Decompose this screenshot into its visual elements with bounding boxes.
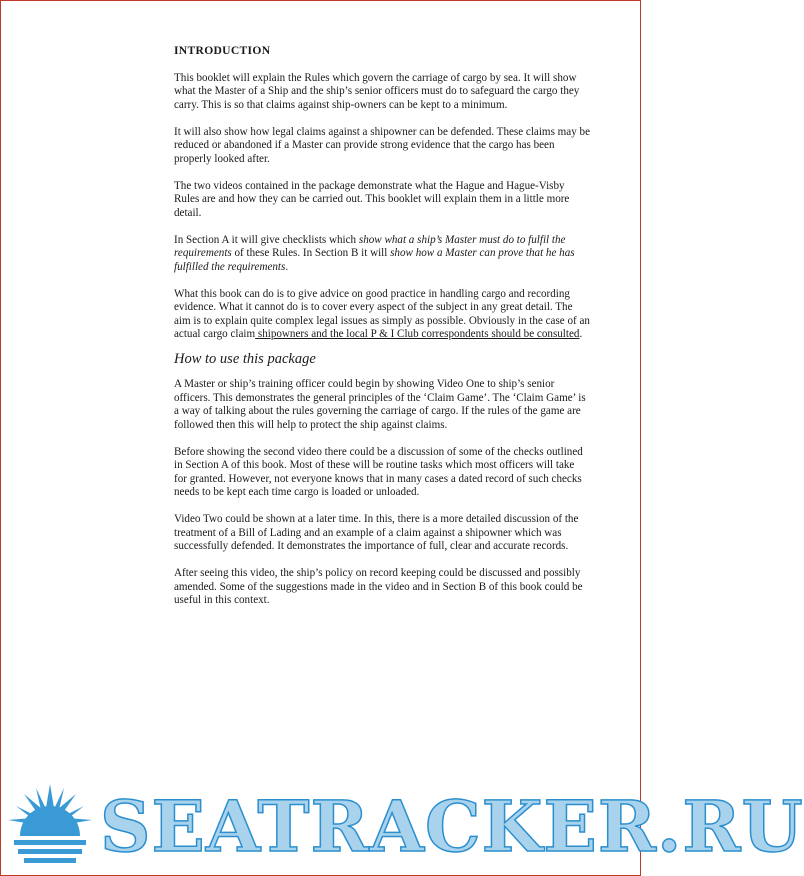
page-title: INTRODUCTION — [174, 44, 271, 57]
advice-text-a: What this book can do is to give advice on good practice in handling cargo and recording evidence. What it cannot do is to cover every aspect of the subject in any great detail. The aim is to explain quite complex legal issues as simply as possible. Obviously in the case of an actual cargo claim — [174, 287, 590, 340]
usage-paragraph-3: Video Two could be shown at a later time. In this, there is a more detailed discussion of the treatment of a Bill of Lading and an example of a claim against a shipowner which was successfully defended. It demonstrates the importance of full, clear and accurate records. — [174, 513, 579, 552]
intro-paragraph-3: The two videos contained in the package demonstrate what the Hague and Hague-Visby Rules are and how they can be carried out. This booklet will explain them in a little more detail. — [174, 179, 570, 219]
sections-paragraph — [174, 234, 590, 275]
sections-text-c: of these Rules. In Section B it will — [231, 247, 391, 259]
advice-text-b: shipowners and the local P & I Club correspondents should be consulted — [255, 328, 580, 340]
usage-paragraph-1: A Master or ship’s training officer could begin by showing Video One to ship’s senior officers. This demonstrates the general principles of the ‘Claim Game’. The ‘Claim Game’ is a way of talking about the rules governing the carriage of cargo. If the rules of the game are followed then this will help to protect the ship against claims. — [174, 378, 586, 431]
advice-text-c: . — [579, 328, 583, 340]
intro-paragraph-1: This booklet will explain the Rules which govern the carriage of cargo by sea. It will show what the Master of a Ship and the ship’s senior officers must do to safeguard the cargo they carry. This is so that claims against ship-owners can be kept to a minimum. — [174, 71, 580, 111]
usage-paragraph-2: Before showing the second video there could be a discussion of some of the checks outlined in Section A of this book. Most of these will be routine tasks which most officers will take for granted. However, not everyone knows that in many cases a dated record of such checks needs to be kept each time cargo is loaded or unloaded. — [174, 445, 583, 498]
section-heading: How to use this package — [174, 351, 316, 367]
watermark — [0, 778, 804, 876]
advice-paragraph — [174, 288, 590, 342]
intro-paragraph-2: It will also show how legal claims against a shipowner can be defended. These claims may be reduced or abandoned if a Master can provide strong evidence that the cargo has been properly looked after. — [174, 125, 590, 165]
usage-paragraph-4: After seeing this video, the ship’s policy on record keeping could be discussed and possibly amended. Some of the suggestions made in the video and in Section B of this book could be useful in this context. — [174, 567, 583, 606]
sun-icon — [0, 778, 100, 876]
sections-text-e: . — [285, 260, 289, 273]
sections-text-b: show what a ship’s Master must do to fulfil the requirements — [174, 233, 566, 259]
sections-text-d: show how a Master can prove that he has fulfilled the requirements — [174, 247, 575, 273]
sections-text-a: In Section A it will give checklists which — [174, 233, 359, 246]
document-body — [174, 44, 590, 621]
watermark-text: SEATRACKER.RU — [100, 785, 804, 868]
